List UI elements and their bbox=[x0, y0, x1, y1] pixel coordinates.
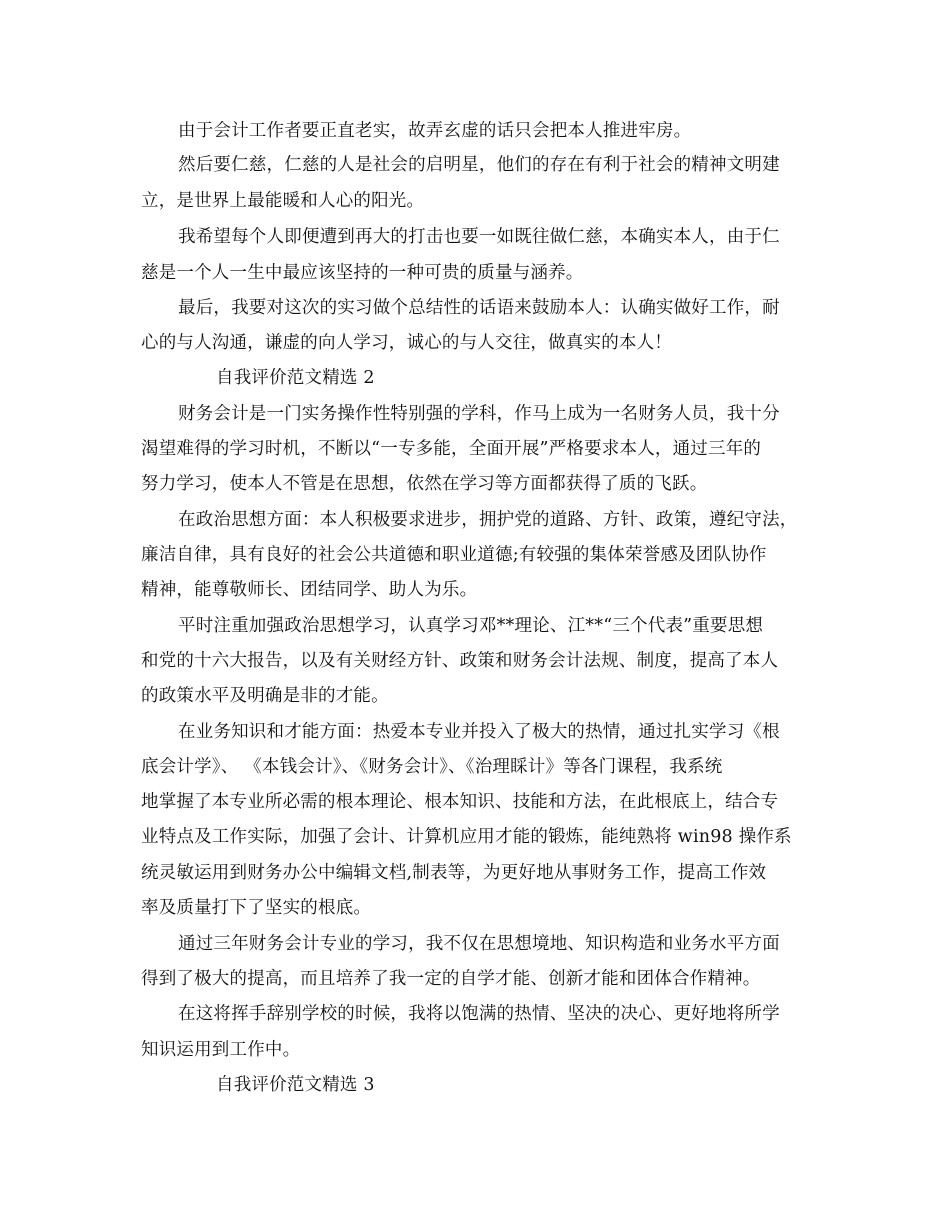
paragraph-line: 最后，我要对这次的实习做个总结性的话语来鼓励本人：认确实做好工作，耐 bbox=[178, 298, 780, 318]
paragraph-line: 知识运用到工作中。 bbox=[141, 1040, 301, 1060]
paragraph-line: 业特点及工作实际，加强了会计、计算机应用才能的锻炼，能纯熟将 win98 操作系 bbox=[141, 827, 792, 847]
paragraph-line: 统灵敏运用到财务办公中编辑文档,制表等，为更好地从事财务工作，提高工作效 bbox=[141, 863, 767, 883]
paragraph-line: 的政策水平及明确是非的才能。 bbox=[141, 686, 389, 706]
paragraph-line: 我希望每个人即便遭到再大的打击也要一如既往做仁慈，本确实本人，由于仁 bbox=[178, 227, 780, 247]
paragraph-line: 在政治思想方面：本人积极要求进步，拥护党的道路、方针、政策，遵纪守法， bbox=[178, 510, 798, 530]
paragraph-line: 财务会计是一门实务操作性特别强的学科，作马上成为一名财务人员，我十分 bbox=[178, 404, 780, 424]
paragraph-line: 在这将挥手辞别学校的时候，我将以饱满的热情、坚决的决心、更好地将所学 bbox=[178, 1004, 780, 1024]
paragraph-line: 渴望难得的学习时机，不断以“一专多能，全面开展”严格要求本人，通过三年的 bbox=[141, 439, 762, 459]
paragraph-line: 底会计学》、 《本钱会计》、《财务会计》、《治理睬计》等各门课程，我系统 bbox=[141, 757, 723, 777]
section-heading: 自我评价范文精选 2 bbox=[216, 368, 375, 388]
paragraph-line: 努力学习，使本人不管是在思想，依然在学习等方面都获得了质的飞跃。 bbox=[141, 474, 708, 494]
paragraph-line: 然后要仁慈，仁慈的人是社会的启明星，他们的存在有利于社会的精神文明建 bbox=[178, 155, 780, 175]
section-heading: 自我评价范文精选 3 bbox=[216, 1075, 375, 1095]
paragraph-line: 廉洁自律，具有良好的社会公共道德和职业道德;有较强的集体荣誉感及团队协作 bbox=[141, 545, 767, 565]
paragraph-line: 心的与人沟通，谦虚的向人学习，诚心的与人交往，做真实的本人！ bbox=[141, 333, 672, 353]
paragraph-line: 慈是一个人一生中最应该坚持的一种可贵的质量与涵养。 bbox=[141, 263, 584, 283]
paragraph-line: 率及质量打下了坚实的根底。 bbox=[141, 898, 372, 918]
paragraph-line: 由于会计工作者要正直老实，故弄玄虚的话只会把本人推进牢房。 bbox=[178, 121, 692, 141]
paragraph-line: 得到了极大的提高，而且培养了我一定的自学才能、创新才能和团体合作精神。 bbox=[141, 969, 761, 989]
paragraph-line: 和党的十六大报告，以及有关财经方针、政策和财务会计法规、制度，提高了本人 bbox=[141, 651, 779, 671]
paragraph-line: 在业务知识和才能方面：热爱本专业并投入了极大的热情，通过扎实学习《根 bbox=[178, 722, 780, 742]
paragraph-line: 精神，能尊敬师长、团结同学、助人为乐。 bbox=[141, 580, 478, 600]
paragraph-line: 地掌握了本专业所必需的根本理论、根本知识、技能和方法，在此根底上，结合专 bbox=[141, 792, 779, 812]
paragraph-line: 平时注重加强政治思想学习，认真学习邓**理论、江**“三个代表”重要思想 bbox=[178, 616, 764, 636]
paragraph-line: 立，是世界上最能暖和人心的阳光。 bbox=[141, 191, 425, 211]
paragraph-line: 通过三年财务会计专业的学习，我不仅在思想境地、知识构造和业务水平方面 bbox=[178, 934, 780, 954]
